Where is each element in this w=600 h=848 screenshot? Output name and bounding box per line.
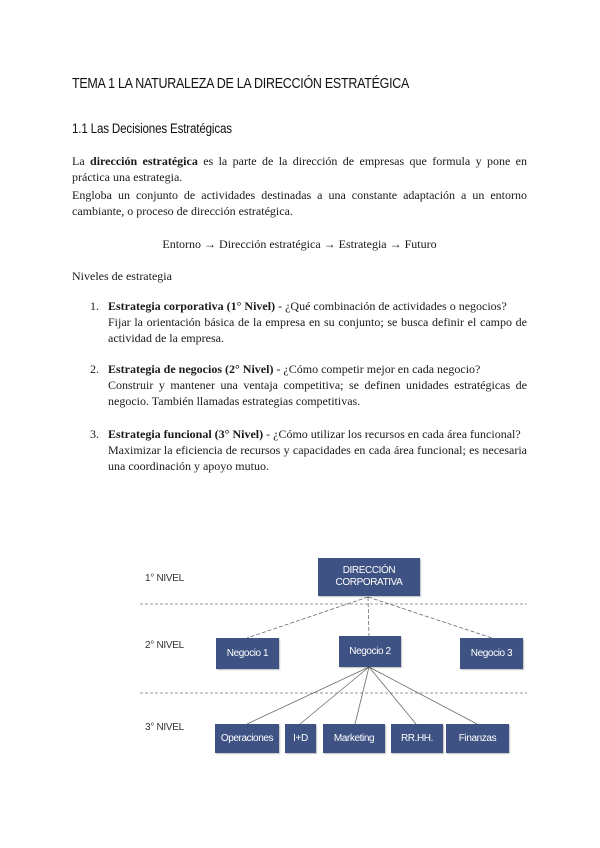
intro-bold-term: dirección estratégica: [90, 154, 198, 168]
list-item: [90, 298, 527, 346]
function-box-operaciones: Operaciones: [215, 724, 279, 753]
intro-text-post: es la parte de la dirección de empresas que formula y pone en práctica una estrategia.: [72, 154, 528, 184]
connector-line: [368, 597, 369, 636]
level-title: Estrategia funcional (3° Nivel): [108, 427, 264, 441]
level-label-3: 3° NIVEL: [145, 722, 184, 733]
list-number: 2.: [90, 362, 99, 376]
list-item: [90, 426, 527, 474]
business-box-1: Negocio 1: [216, 638, 279, 669]
connector-line: [368, 597, 492, 638]
level-title: Estrategia corporativa (1° Nivel): [108, 299, 276, 313]
levels-heading: Niveles de estrategia: [72, 269, 172, 283]
intro-paragraph-2: Engloba un conjunto de actividades destinadas a una constante adaptación a un entorno cambiante, o proceso de dirección estratégica.: [72, 188, 527, 218]
level-question: - ¿Qué combinación de actividades o negocios?: [275, 299, 507, 313]
intro-paragraph-1: [72, 153, 527, 185]
connector-line: [369, 667, 416, 724]
function-box-marketing: Marketing: [323, 724, 385, 753]
level-description: Construir y mantener una ventaja competitiva; se definen unidades estratégicas de negocio. También llamadas estrategias competitivas.: [108, 378, 527, 408]
level-question: - ¿Cómo competir mejor en cada negocio?: [273, 362, 481, 376]
level-question: - ¿Cómo utilizar los recursos en cada área funcional?: [263, 427, 521, 441]
connector-line: [355, 667, 369, 724]
function-box-finanzas: Finanzas: [446, 724, 509, 753]
list-number: 3.: [90, 427, 99, 441]
list-number: 1.: [90, 299, 99, 313]
intro-text-pre: La: [72, 154, 91, 168]
connector-line: [247, 597, 368, 638]
level-description: Maximizar la eficiencia de recursos y capacidades en cada área funcional; es necesaria una coordinación y apoyo mutuo.: [108, 443, 527, 473]
function-box-rrhh: RR.HH.: [391, 724, 443, 753]
level-label-2: 2° NIVEL: [145, 640, 184, 651]
business-box-3: Negocio 3: [460, 638, 523, 669]
connector-line: [369, 667, 477, 724]
corporate-direction-box: DIRECCIÓN CORPORATIVA: [318, 558, 420, 596]
level-title: Estrategia de negocios (2° Nivel): [108, 362, 274, 376]
function-box-id: I+D: [285, 724, 316, 753]
section-heading: 1.1 Las Decisiones Estratégicas: [72, 121, 232, 136]
list-item: [90, 361, 527, 409]
level-description: Fijar la orientación básica de la empresa en su conjunto; se busca definir el campo de actividad de la empresa.: [108, 315, 527, 345]
connector-line: [300, 667, 369, 724]
level-label-1: 1° NIVEL: [145, 573, 184, 584]
connector-line: [247, 667, 369, 724]
business-box-2: Negocio 2: [339, 636, 401, 667]
process-flow: Entorno → Dirección estratégica → Estrategia → Futuro: [162, 237, 437, 251]
page-title: TEMA 1 LA NATURALEZA DE LA DIRECCIÓN ESTRATÉGICA: [72, 76, 410, 92]
